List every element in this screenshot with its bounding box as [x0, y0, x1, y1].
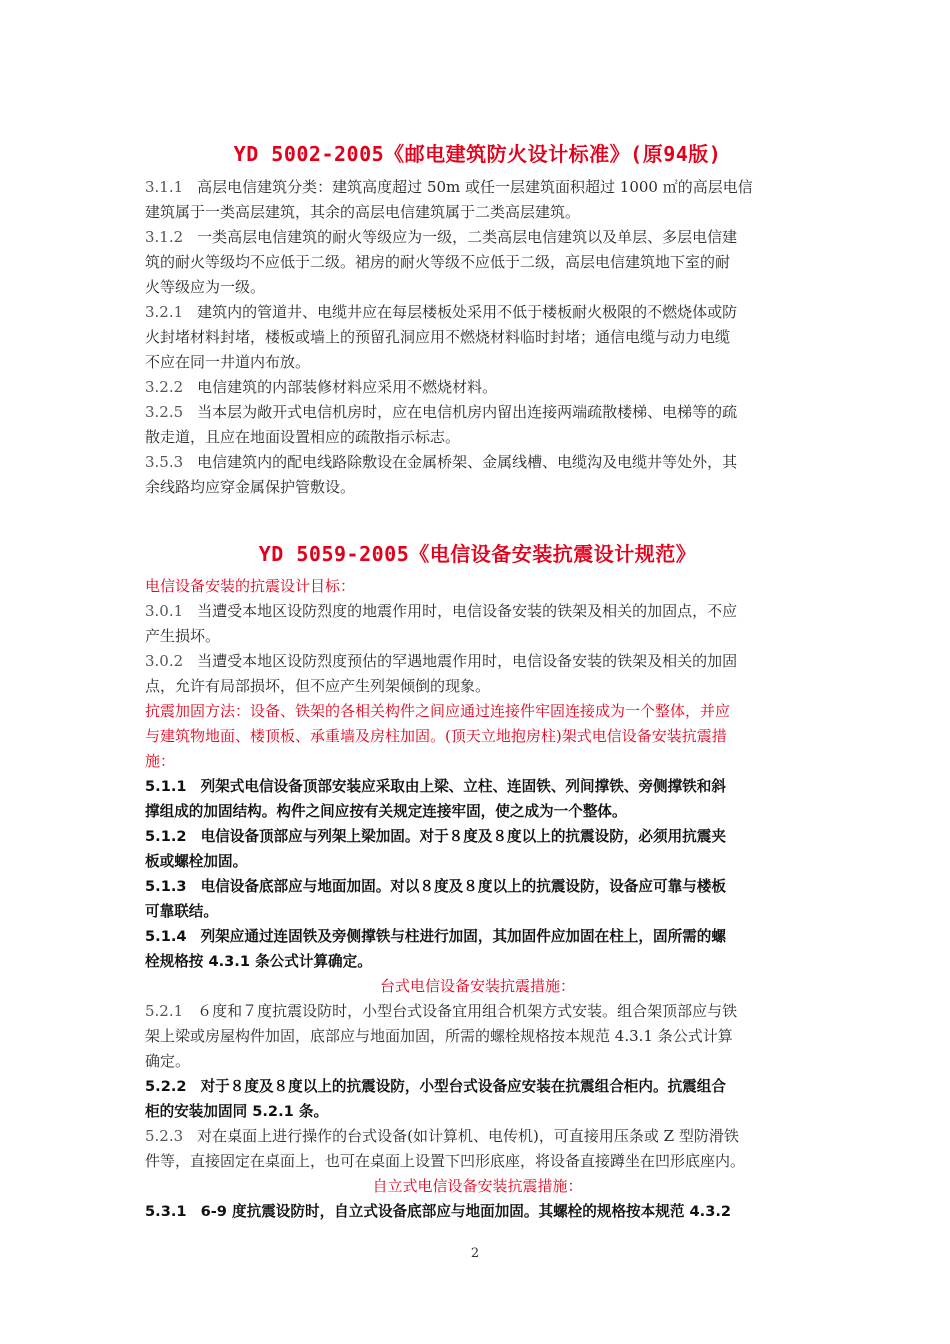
clause-line — [145, 1149, 810, 1174]
clause-line — [145, 175, 810, 200]
clause-text: 火封堵材料封堵，楼板或墙上的预留孔洞应用不燃烧材料临时封堵；通信电缆与动力电缆 — [145, 328, 731, 346]
clause-number: 3.2.5 — [145, 403, 184, 421]
clause-text: 件等，直接固定在桌面上，也可在桌面上设置下凹形底座，将设备直接蹲坐在凹形底座内。 — [145, 1152, 746, 1170]
clause-number: 3.5.3 — [145, 453, 184, 471]
clause-line — [145, 674, 810, 699]
section-title-fire-standard: YD 5002-2005《邮电建筑防火设计标准》(原94版) — [233, 142, 722, 166]
clause-line — [145, 375, 810, 400]
clause-line — [145, 649, 810, 674]
clause-text: 高层电信建筑分类：建筑高度超过 50m 或任一层建筑面积超过 1000 ㎡的高层电信 — [197, 178, 753, 196]
clause-line — [145, 1124, 810, 1149]
clause-line — [145, 824, 810, 849]
clause-line — [145, 874, 810, 899]
clause-text: 建筑属于一类高层建筑，其余的高层电信建筑属于二类高层建筑。 — [145, 203, 581, 221]
clause-line — [145, 624, 810, 649]
clause-number: 5.1.2 — [145, 828, 187, 845]
clause-text: 确定。 — [145, 1052, 191, 1070]
clause-line — [145, 999, 810, 1024]
desk-equipment-heading: 台式电信设备安装抗震措施： — [379, 977, 575, 995]
clause-number: 5.2.2 — [145, 1078, 187, 1095]
clause-line — [145, 1074, 810, 1099]
clause-text: 余线路均应穿金属保护管敷设。 — [145, 478, 356, 496]
clause-text: 散走道，且应在地面设置相应的疏散指示标志。 — [145, 428, 461, 446]
clause-line — [145, 1099, 810, 1124]
section-title-seismic-standard: YD 5059-2005《电信设备安装抗震设计规范》 — [258, 542, 697, 566]
clause-line — [145, 924, 810, 949]
clause-line — [145, 325, 810, 350]
clause-text: 撑组成的加固结构。构件之间应按有关规定连接牢固，使之成为一个整体。 — [145, 803, 627, 820]
clause-line — [145, 275, 810, 300]
clause-text: 产生损坏。 — [145, 627, 221, 645]
clause-text: ６度和７度抗震设防时，小型台式设备宜用组合机架方式安装。组合架顶部应与铁 — [197, 1002, 738, 1020]
clause-number: 5.1.1 — [145, 778, 187, 795]
clause-line — [145, 350, 810, 375]
clause-line — [145, 200, 810, 225]
standalone-equipment-heading: 自立式电信设备安装抗震措施： — [372, 1177, 583, 1195]
clause-line — [145, 250, 810, 275]
clause-text: 一类高层电信建筑的耐火等级应为一级，二类高层电信建筑以及单层、多层电信建 — [197, 228, 738, 246]
clause-number: 3.1.1 — [145, 178, 184, 196]
text-line: 与建筑物地面、楼顶板、承重墙及房柱加固。(顶天立地抱房柱)架式电信设备安装抗震措 — [145, 727, 727, 745]
clause-text: 架上梁或房屋构件加固，底部应与地面加固，所需的螺栓规格按本规范 4.3.1 条公式计算 — [145, 1027, 733, 1045]
clause-line — [145, 849, 810, 874]
clause-number: 3.2.1 — [145, 303, 184, 321]
clause-line — [145, 300, 810, 325]
clause-line — [145, 899, 810, 924]
clause-line — [145, 425, 810, 450]
clause-number: 3.1.2 — [145, 228, 184, 246]
clause-line — [145, 1024, 810, 1049]
clause-text: 建筑内的管道井、电缆井应在每层楼板处采用不低于楼板耐火极限的不燃烧体或防 — [197, 303, 738, 321]
clause-5-2-3 — [145, 1124, 810, 1174]
clause-line — [145, 799, 810, 824]
clause-text: 对在桌面上进行操作的台式设备(如计算机、电传机)，可直接用压条或 Z 型防滑铁 — [197, 1127, 739, 1145]
clause-text: 不应在同一井道内布放。 — [145, 353, 311, 371]
clause-text: 6-9 度抗震设防时，自立式设备底部应与地面加固。其螺栓的规格按本规范 4.3.2 — [200, 1203, 732, 1220]
seismic-goal-heading: 电信设备安装的抗震设计目标： — [145, 577, 356, 595]
clause-text: 电信建筑内的配电线路除敷设在金属桥架、金属线槽、电缆沟及电缆井等处外，其 — [197, 453, 738, 471]
clause-line — [145, 1199, 810, 1224]
text-line: 抗震加固方法：设备、铁架的各相关构件之间应通过连接件牢固连接成为一个整体，并应 — [145, 702, 731, 720]
seismic-goal-clauses — [145, 599, 810, 699]
clause-number: 5.1.3 — [145, 878, 187, 895]
clause-5-2-2 — [145, 1074, 810, 1124]
clause-number: 5.3.1 — [145, 1203, 187, 1220]
clause-number: 3.2.2 — [145, 378, 184, 396]
clause-text: 列架式电信设备顶部安装应采取由上梁、立柱、连固铁、列间撑铁、旁侧撑铁和斜 — [200, 778, 726, 795]
clause-number: 5.2.3 — [145, 1127, 184, 1145]
clause-line — [145, 949, 810, 974]
clause-number: 3.0.1 — [145, 602, 184, 620]
clause-text: 可靠联结。 — [145, 903, 218, 920]
clause-line — [145, 225, 810, 250]
fire-standard-clauses — [145, 175, 810, 500]
clause-text: 当遭受本地区设防烈度预估的罕遇地震作用时，电信设备安装的铁架及相关的加固 — [197, 652, 738, 670]
clause-text: 电信设备底部应与地面加固。对以８度及８度以上的抗震设防，设备应可靠与楼板 — [200, 878, 726, 895]
clause-text: 板或螺栓加固。 — [145, 853, 248, 870]
clause-text: 当遭受本地区设防烈度的地震作用时，电信设备安装的铁架及相关的加固点，不应 — [197, 602, 738, 620]
clause-text: 柜的安装加固同 5.2.1 条。 — [145, 1103, 329, 1120]
clause-line — [145, 400, 810, 425]
clause-number: 5.2.1 — [145, 1002, 184, 1020]
clause-text: 点，允许有局部损坏，但不应产生列架倾倒的现象。 — [145, 677, 491, 695]
clause-number: 5.1.4 — [145, 928, 187, 945]
clause-line — [145, 599, 810, 624]
clause-line — [145, 475, 810, 500]
clause-5-3-1 — [145, 1199, 810, 1224]
clause-text: 当本层为敞开式电信机房时，应在电信机房内留出连接两端疏散楼梯、电梯等的疏 — [197, 403, 738, 421]
clause-line — [145, 774, 810, 799]
clause-text: 电信设备顶部应与列架上梁加固。对于８度及８度以上的抗震设防，必须用抗震夹 — [200, 828, 726, 845]
clause-text: 电信建筑的内部装修材料应采用不燃烧材料。 — [197, 378, 498, 396]
clause-text: 火等级应为一级。 — [145, 278, 266, 296]
text-line: 施： — [145, 752, 176, 770]
page-number: 2 — [470, 1246, 480, 1261]
clause-text: 对于８度及８度以上的抗震设防，小型台式设备应安装在抗震组合柜内。抗震组合 — [200, 1078, 726, 1095]
clause-5-2-1 — [145, 999, 810, 1074]
rack-equipment-clauses — [145, 774, 810, 974]
clause-text: 筑的耐火等级均不应低于二级。裙房的耐火等级不应低于二级，高层电信建筑地下室的耐 — [145, 253, 731, 271]
clause-number: 3.0.2 — [145, 652, 184, 670]
clause-line — [145, 450, 810, 475]
clause-text: 栓规格按 4.3.1 条公式计算确定。 — [145, 953, 372, 970]
seismic-method-text — [145, 699, 810, 774]
clause-line — [145, 1049, 810, 1074]
clause-text: 列架应通过连固铁及旁侧撑铁与柱进行加固，其加固件应加固在柱上，固所需的螺 — [200, 928, 726, 945]
